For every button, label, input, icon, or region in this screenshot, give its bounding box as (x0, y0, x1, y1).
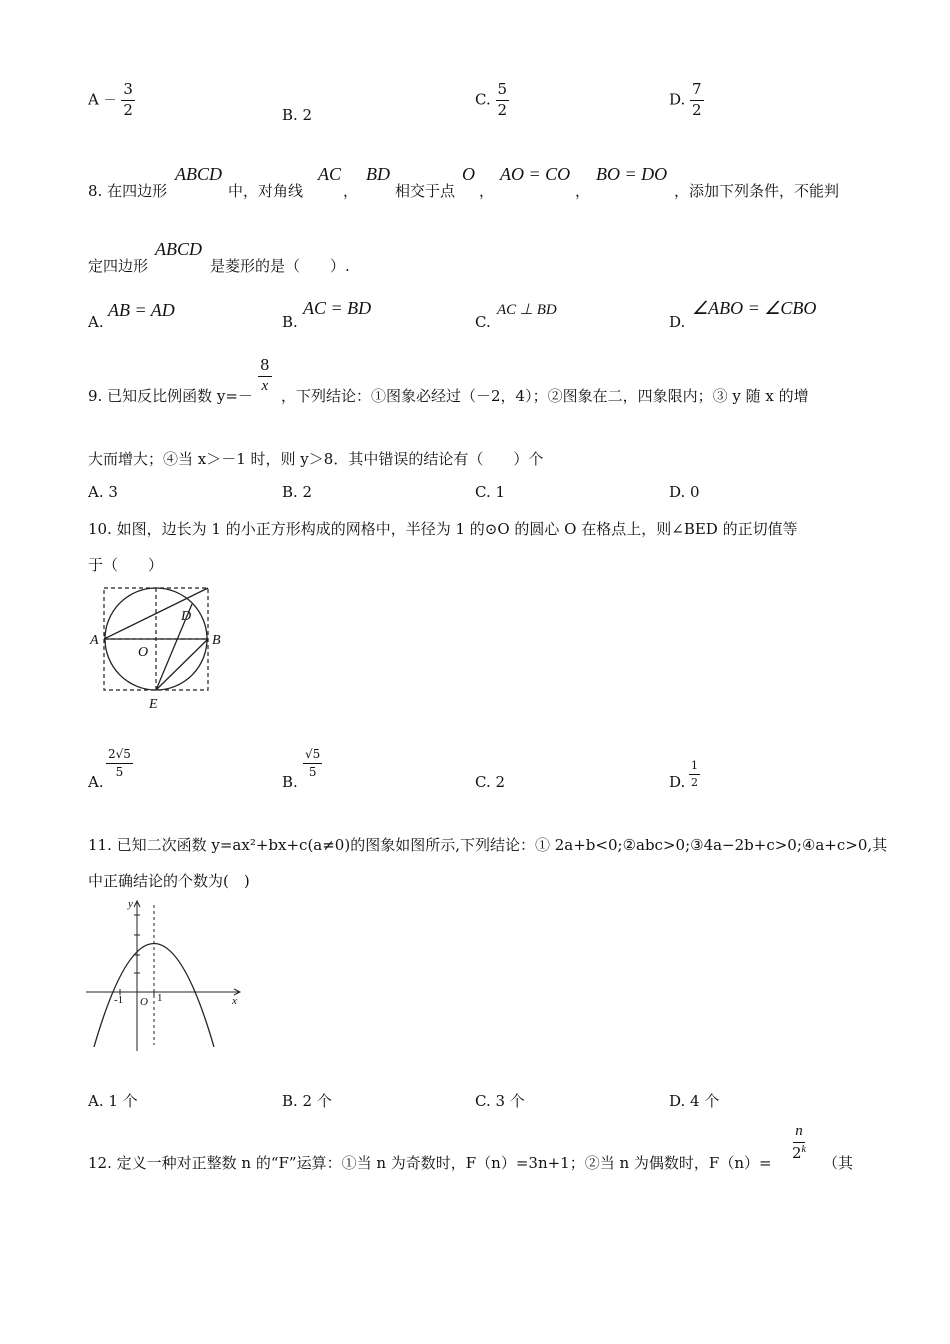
fraction: $\frac{7}{2}$ (692, 80, 702, 119)
q9-option-d: D. 0 (669, 483, 700, 501)
q8-option-d: ∠ABO = ∠CBO (692, 298, 817, 318)
q12-fraction: $\frac{n}{2^k}$ (792, 1123, 806, 1162)
q11-option-d: D. 4 个 (669, 1092, 720, 1110)
q8-bd: BD (366, 164, 390, 184)
point-a-label: A (90, 633, 99, 648)
q9-option-b: B. 2 (282, 483, 313, 501)
q11-line2: 中正确结论的个数为( ) (88, 872, 250, 890)
q9-option-c: C. 1 (475, 483, 506, 501)
q8-option-b: AC = BD (303, 298, 372, 318)
q11-parabola-graph (84, 895, 248, 1055)
q11-option-a: A. 1 个 (88, 1092, 138, 1110)
q7-option-d: D. $\frac{7}{2}$ (669, 80, 702, 119)
q7-option-c: C. $\frac{5}{2}$ (475, 80, 508, 119)
q11-option-c: C. 3 个 (475, 1092, 525, 1110)
fraction: $\frac{5}{2}$ (497, 80, 508, 119)
point-o-label: O (138, 645, 149, 660)
point-b-label: B (212, 633, 221, 648)
fraction: $\frac{3}{2}$ (123, 80, 133, 119)
q9-line2: 大而增大；④当 x＞－1 时，则 y＞8．其中错误的结论有（ ）个 (88, 450, 544, 468)
q8-abcd: ABCD (155, 239, 202, 259)
q7-option-b: B. 2 (282, 106, 313, 124)
q8-option-d-label: D. (669, 313, 686, 331)
point-d-label: D (181, 609, 192, 624)
q10-line1: 10. 如图，边长为 1 的小正方形构成的网格中，半径为 1 的⊙O 的圆心 O 在格点上，则∠BED 的正切值等 (88, 520, 798, 538)
q8-condition-ao-co: AO = CO (500, 164, 571, 184)
q10-option-d-label: D. (669, 773, 686, 791)
q10-option-c: C. 2 (475, 773, 506, 791)
q8-option-a-label: A. (88, 313, 104, 331)
q9-option-a: A. 3 (88, 483, 118, 501)
q8-line2-end: 是菱形的是（ ）. (210, 257, 350, 275)
origin-label: O (140, 996, 148, 1008)
tick-label-neg1: -1 (114, 994, 124, 1006)
q8-condition-bo-do: BO = DO (596, 164, 668, 184)
tick-label-1: 1 (157, 992, 163, 1004)
q10-option-a-label: A. (88, 773, 104, 791)
y-axis-label: y (128, 898, 133, 910)
q8-comma: ， (575, 182, 591, 200)
point-e-label: E (149, 697, 158, 712)
q10-option-b: $\frac{√5}{5}$ (305, 747, 321, 779)
q11-option-b: B. 2 个 (282, 1092, 332, 1110)
q10-option-a: $\frac{2√5}{5}$ (108, 747, 131, 779)
q8-comma: ， (343, 182, 359, 200)
q7-option-a: A － $\frac{3}{2}$ (88, 80, 133, 119)
q9-line1-start: 9. 已知反比例函数 y=－ (88, 387, 253, 405)
q10-option-d: $\frac{1}{2}$ (691, 759, 698, 789)
q8-text-add-condition: ，添加下列条件，不能判 (674, 182, 840, 200)
q8-line2-start: 定四边形 (88, 257, 149, 275)
q12-line1-end: （其 (823, 1154, 854, 1172)
q12-line1-start: 12. 定义一种对正整数 n 的“F”运算：①当 n 为奇数时，F（n）=3n+1；②当 n 为偶数时，F（n）= (88, 1154, 772, 1172)
q8-text-intersect: 相交于点 (395, 182, 456, 200)
q8-point-o: O (462, 164, 475, 184)
q8-comma: ， (479, 182, 495, 200)
q8-line1-start: 8. 在四边形 (88, 182, 168, 200)
q11-line1: 11. 已知二次函数 y=ax²+bx+c(a≠0)的图象如图所示,下列结论：① 2a+b<0;②abc>0;③4a−2b+c>0;④a+c>0,其 (88, 836, 888, 854)
q10-line2: 于（ ） (88, 556, 164, 574)
q8-option-b-label: B. (282, 313, 298, 331)
q8-text-diagonal: 中，对角线 (228, 182, 304, 200)
q10-option-b-label: B. (282, 773, 298, 791)
q8-abcd: ABCD (175, 164, 222, 184)
q10-circle-grid-figure (86, 582, 228, 714)
q9-line1-end: ，下列结论：①图象必经过（－2，4）；②图象在二，四象限内；③ y 随 x 的增 (281, 387, 809, 405)
q8-option-c-label: C. (475, 313, 491, 331)
q8-option-a: AB = AD (108, 300, 175, 320)
q9-fraction: $\frac{8}{x}$ (260, 356, 270, 394)
q8-ac: AC (318, 164, 342, 184)
q8-option-c: AC ⊥ BD (497, 302, 557, 318)
x-axis-label: x (232, 995, 237, 1007)
